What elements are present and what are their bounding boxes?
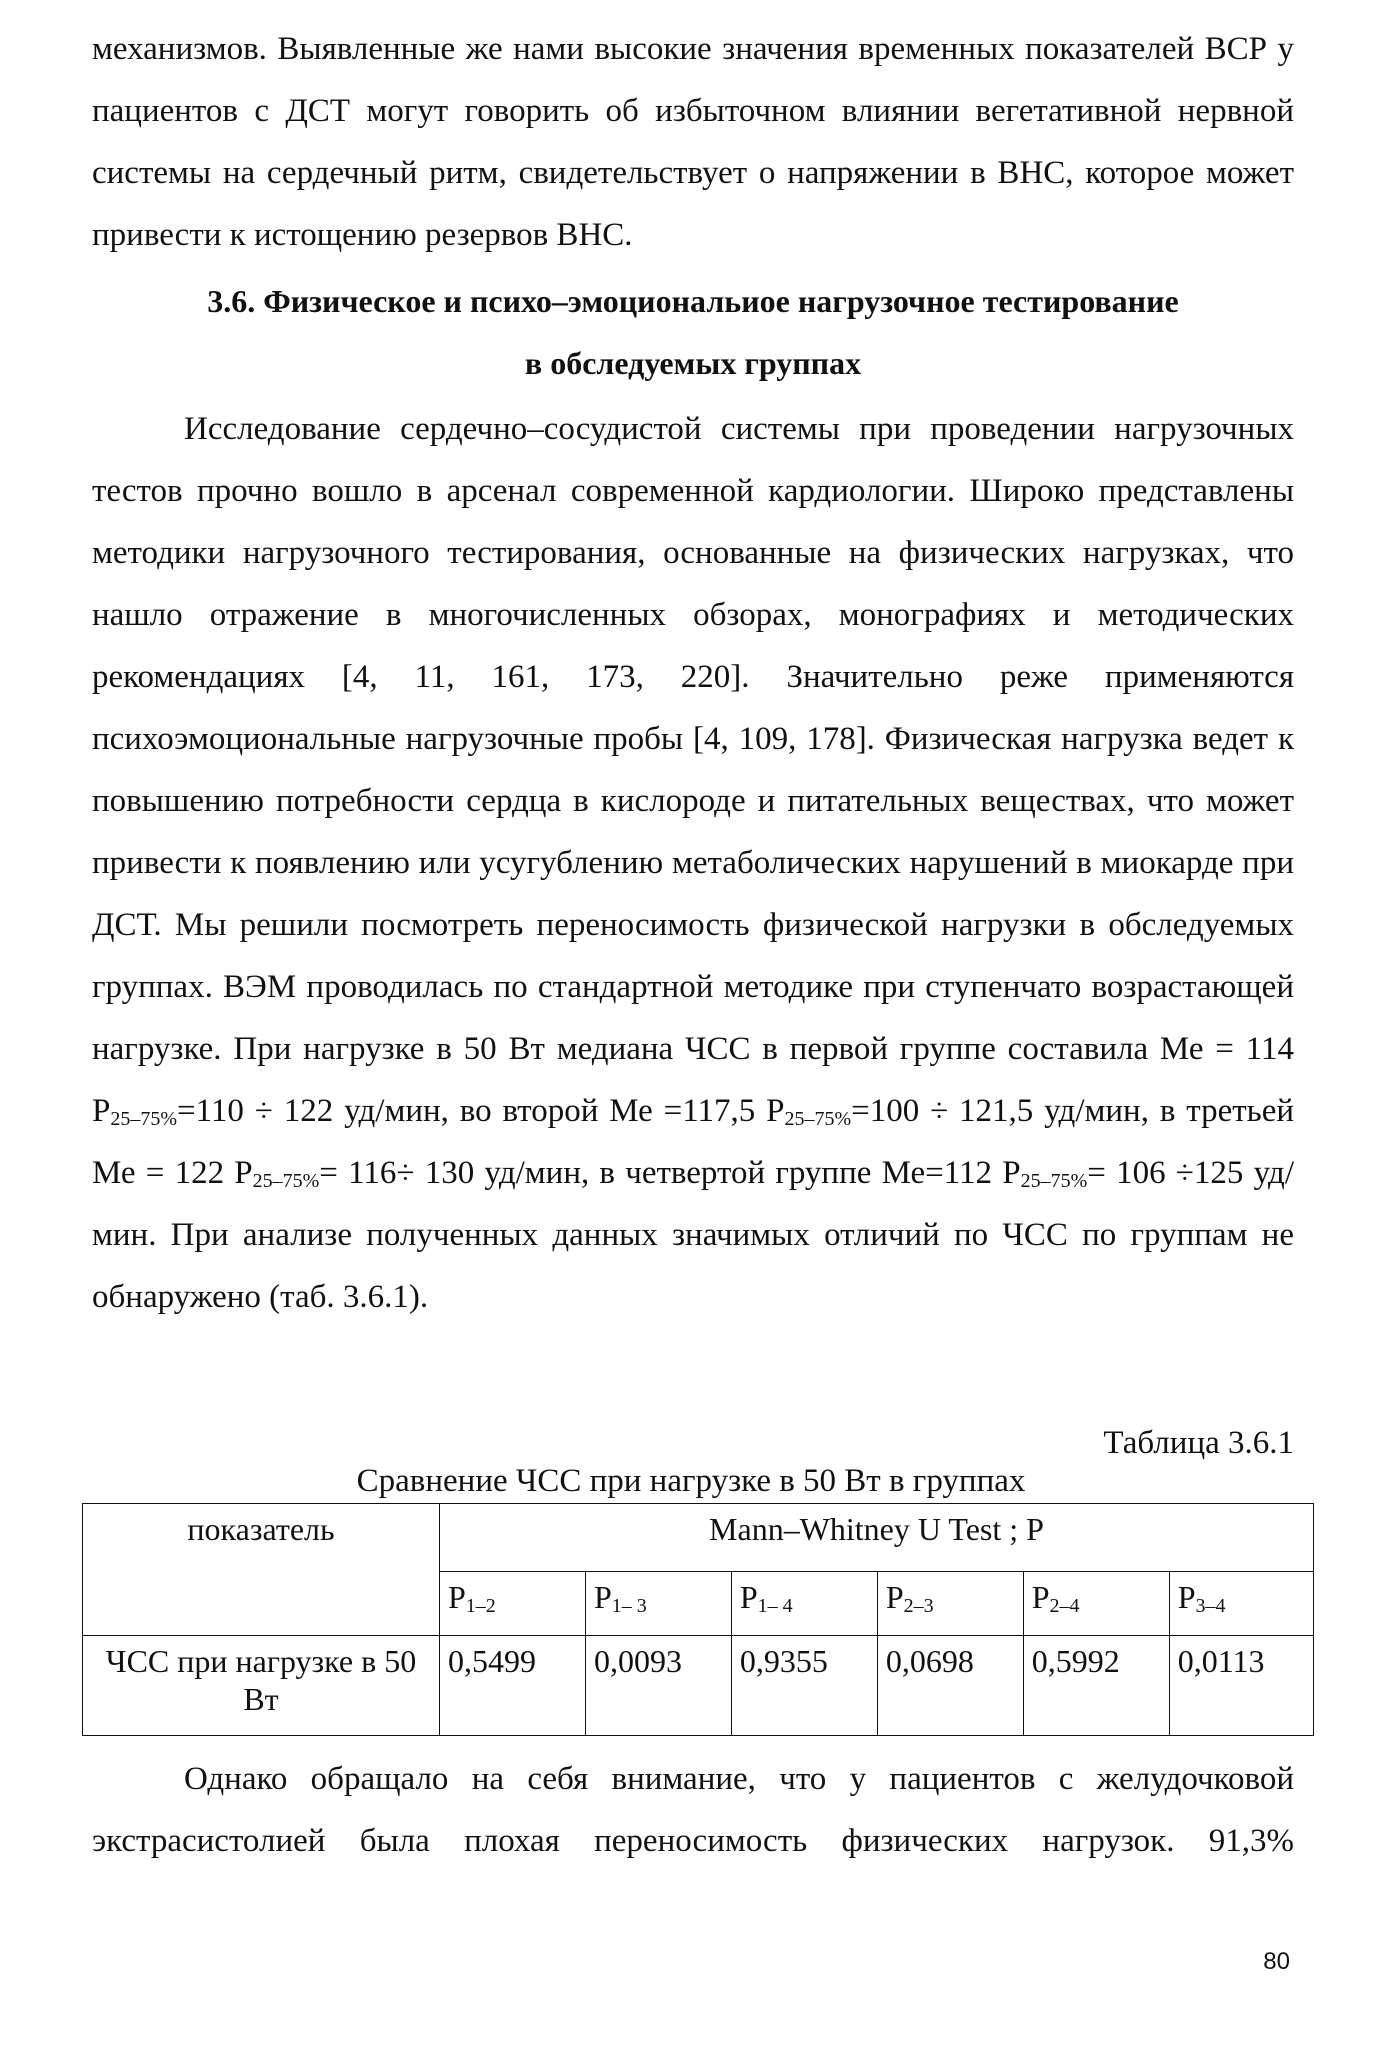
paragraph-main-part2: =110 ÷ 122 уд/мин, во второй Ме =117,5 Р <box>177 1093 785 1129</box>
header-group-cell <box>440 1504 1314 1572</box>
table-title: Сравнение ЧСС при нагрузке в 50 Вт в группах <box>356 1463 1026 1499</box>
value-cell: 0,5499 <box>440 1636 586 1736</box>
col-p-letter: P <box>739 1579 758 1615</box>
paragraph-main-part1: Исследование сердечно–сосудистой системы при проведении нагрузочных тестов прочно вошло в арсенал современной кардиологии. Широко представлены методики нагрузочного тестирования, основанные на физических нагрузках, что нашло отражение в многочисленных обзорах, монографиях и методических рекомендациях [4, 11, 161, 173, 220]. Значительно реже применяются психоэмоциональные нагрузочные пробы [4, 109, 178]. Физическая нагрузка ведет к повышению потребности сердца в кислороде и питательных веществах, что может привести к появлению или усугублению метаболических нарушений в миокарде при ДСТ. Мы решили посмотреть переносимость физической нагрузки в обследуемых группах. ВЭМ проводилась по стандартной методике при ступенчато возрастающей нагрузке. При нагрузке в 50 Вт медиана ЧСС в первой группе составила Ме = 114 Р <box>92 411 1294 1129</box>
col-p-letter: P <box>593 1579 612 1615</box>
value-cell: 0,0698 <box>877 1636 1023 1736</box>
comparison-table <box>82 1503 1314 1736</box>
header-group: Mann–Whitney U Test ; P <box>709 1511 1044 1547</box>
value-cell: 0,5992 <box>1023 1636 1169 1736</box>
value-cell: 0,0093 <box>585 1636 731 1736</box>
header-label: показатель <box>187 1511 335 1547</box>
percentile-sub-1: 25–75% <box>110 1108 178 1130</box>
col-p-sub: 1–2 <box>465 1595 496 1617</box>
table-number: Таблица 3.6.1 <box>1103 1425 1294 1461</box>
percentile-sub-4: 25–75% <box>1020 1170 1088 1192</box>
percentile-sub-2: 25–75% <box>784 1108 852 1130</box>
col-p-letter: P <box>448 1579 466 1615</box>
paragraph-main-part3: =100 ÷ 121,5 уд/мин, в третьей Ме = 122 Р <box>92 1093 1294 1191</box>
paragraph-main-part5: = 106 ÷125 уд/мин. При анализе полученных данных значимых отличий по ЧСС по группам не обнаружено (таб. 3.6.1). <box>92 1155 1294 1315</box>
section-heading <box>92 270 1294 394</box>
paragraph-intro: механизмов. Выявленные же нами высокие значения временных показателей ВСР у пациентов с ДСТ могут говорить об избыточном влиянии вегетативной нервной системы на сердечный ритм, свидетельствует о напряжении в ВНС, которое может привести к истощению резервов ВНС. <box>92 31 1294 253</box>
col-p-sub: 1– 3 <box>611 1595 647 1617</box>
col-p-letter: P <box>1031 1579 1050 1615</box>
col-header-p12 <box>440 1572 586 1636</box>
section-heading-line2: в обследуемых группах <box>524 345 862 381</box>
paragraph-continued: Однако обращало на себя внимание, что у пациентов с желудочковой экстрасистолией была плохая переносимость физических нагрузок. 91,3% <box>92 1761 1294 1859</box>
col-header-p23 <box>877 1572 1023 1636</box>
section-heading-line1: 3.6. Физическое и психо–эмоциональиое нагрузочное тестирование <box>207 283 1179 319</box>
page-number: 80 <box>1263 1948 1290 1975</box>
value-cell: 0,9355 <box>731 1636 877 1736</box>
col-p-letter: P <box>1177 1579 1196 1615</box>
header-label-cell <box>83 1504 440 1636</box>
col-p-sub: 2–3 <box>903 1595 934 1617</box>
table-header-row <box>83 1504 1314 1572</box>
col-p-sub: 3–4 <box>1195 1595 1226 1617</box>
paragraph-main-part4: = 116÷ 130 уд/мин, в четвертой группе Ме=112 Р <box>319 1155 1021 1191</box>
value-cell: 0,0113 <box>1169 1636 1313 1736</box>
col-p-letter: P <box>885 1579 904 1615</box>
row-label-cell <box>83 1636 440 1736</box>
paragraph-main <box>92 398 1294 1328</box>
col-p-sub: 1– 4 <box>757 1595 793 1617</box>
col-header-p13 <box>585 1572 731 1636</box>
col-header-p34 <box>1169 1572 1313 1636</box>
col-header-p24 <box>1023 1572 1169 1636</box>
col-p-sub: 2–4 <box>1049 1595 1080 1617</box>
table-row <box>83 1636 1314 1736</box>
col-header-p14 <box>731 1572 877 1636</box>
percentile-sub-3: 25–75% <box>252 1170 320 1192</box>
row-label: ЧСС при нагрузке в 50 Вт <box>105 1643 417 1717</box>
